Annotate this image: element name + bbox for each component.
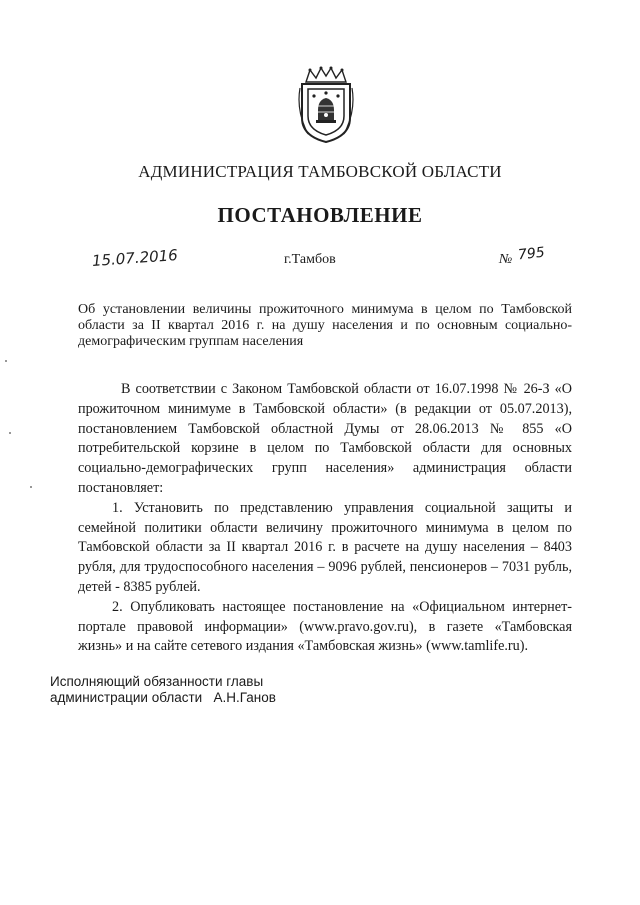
scan-speck xyxy=(5,360,7,362)
scan-speck xyxy=(30,486,32,488)
coat-of-arms-icon xyxy=(296,66,356,144)
document-subject: Об установлении величины прожиточного минимума в целом по Тамбовской области за II квартал 2016 г. на душу населения и по основным социально-демографическим группам населения xyxy=(78,302,572,349)
signature-position-text: администрации области xyxy=(50,690,203,705)
signature-position-line1: Исполняющий обязанности главы xyxy=(50,674,264,689)
item-2-paragraph: 2. Опубликовать настоящее постановление на «Официальном интернет-портале правовой информации» (www.pravo.gov.ru), в газете «Тамбовская жизнь» и на сайте сетевого издания «Тамбовская жизнь» (www.tamlife.ru). xyxy=(78,598,572,655)
scan-speck xyxy=(9,432,11,434)
signature-block xyxy=(50,674,276,706)
document-type-title: ПОСТАНОВЛЕНИЕ xyxy=(217,203,423,227)
document-body xyxy=(78,380,572,657)
number-label: № xyxy=(499,252,513,267)
organization-title: АДМИНИСТРАЦИЯ ТАМБОВСКОЙ ОБЛАСТИ xyxy=(138,162,502,181)
item-1-paragraph: 1. Установить по представлению управления социальной защиты и семейной политики области величину прожиточного минимума в целом по Тамбовской области за II квартал 2016 г. в расчете на душу населения – 8403 рубля, для трудоспособного населения – 9096 рублей, пенсионеров – 7031 рубль, детей - 8385 рублей. xyxy=(78,499,572,595)
document-date: 15.07.2016 xyxy=(91,246,179,270)
preamble-paragraph: В соответствии с Законом Тамбовской области от 16.07.1998 № 26-З «О прожиточном минимуме в Тамбовской области» (в редакции от 05.07.2013), постановлением Тамбовской областной Думы от 28.06.2013 № 855 «О потребительской корзине в целом по Тамбовской области для основных социально-демографических групп населения» администрация области постановляет: xyxy=(78,381,572,496)
document-number: 795 xyxy=(517,244,546,264)
signature-position-line2 xyxy=(50,690,276,706)
signatory-name: А.Н.Ганов xyxy=(213,690,276,705)
document-city: г.Тамбов xyxy=(284,252,336,267)
